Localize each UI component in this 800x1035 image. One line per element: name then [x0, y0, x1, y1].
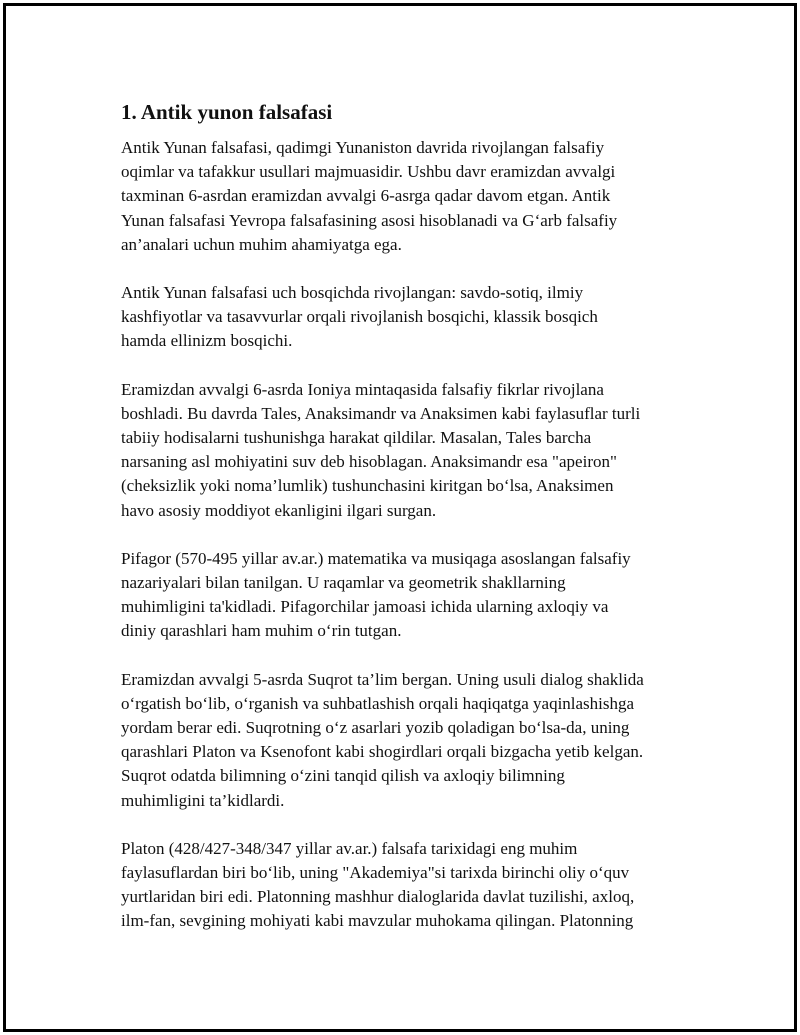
- text-line: boshladi. Bu davrda Tales, Anaksimandr va Anaksimen kabi faylasuflar turli: [121, 403, 641, 423]
- text-line: nazariyalari bilan tanilgan. U raqamlar va geometrik shakllarning: [121, 573, 566, 593]
- text-line: yurtlaridan biri edi. Platonning mashhur dialoglarida davlat tuzilishi, axloq,: [121, 887, 635, 907]
- text-line: Antik Yunan falsafasi, qadimgi Yunaniston davrida rivojlangan falsafiy: [121, 138, 605, 157]
- text-line: tabiiy hodisalarni tushunishga harakat qildilar. Masalan, Tales barcha: [121, 428, 592, 448]
- text-line: havo asosiy moddiyot ekanligini ilgari surgan.: [121, 500, 437, 520]
- text-line: an’analari uchun muhim ahamiyatga ega.: [121, 234, 402, 254]
- text-line: Antik Yunan falsafasi uch bosqichda rivojlangan: savdo-sotiq, ilmiy: [121, 283, 584, 303]
- text-line: Eramizdan avvalgi 6-asrda Ioniya mintaqasida falsafiy fikrlar rivojlana: [121, 379, 604, 399]
- text-line: hamda ellinizm bosqichi.: [121, 331, 293, 351]
- paragraph: [121, 136, 691, 257]
- document-body: [121, 98, 691, 958]
- text-line: Eramizdan avvalgi 5-asrda Suqrot ta’lim bergan. Uning usuli dialog shaklida: [121, 669, 644, 689]
- text-line: faylasuflardan biri bo‘lib, uning "Akademiya"si tarixda birinchi oliy o‘quv: [121, 863, 630, 883]
- text-line: diniy qarashlari ham muhim o‘rin tutgan.: [121, 621, 402, 641]
- section-heading: 1. Antik yunon falsafasi: [121, 100, 333, 124]
- text-line: yordam berar edi. Suqrotning o‘z asarlari yozib qoladigan bo‘lsa-da, uning: [121, 718, 630, 738]
- text-line: oqimlar va tafakkur usullari majmuasidir. Ushbu davr eramizdan avvalgi: [121, 162, 616, 182]
- text-line: taxminan 6-asrdan eramizdan avvalgi 6-asrga qadar davom etgan. Antik: [121, 186, 611, 206]
- text-line: Yunan falsafasi Yevropa falsafasining asosi hisoblanadi va G‘arb falsafiy: [121, 210, 618, 230]
- text-line: muhimligini ta'kidladi. Pifagorchilar jamoasi ichida ularning axloqiy va: [121, 597, 609, 617]
- paragraph: [121, 547, 691, 644]
- paragraph: [121, 668, 691, 813]
- paragraph: [121, 378, 691, 523]
- text-line: muhimligini ta’kidlardi.: [121, 790, 285, 810]
- paragraph: [121, 281, 691, 354]
- text-line: qarashlari Platon va Ksenofont kabi shogirdlari orqali bizgacha yetib kelgan.: [121, 742, 644, 762]
- text-line: Pifagor (570-495 yillar av.ar.) matematika va musiqaga asoslangan falsafiy: [121, 548, 631, 568]
- text-line: o‘rgatish bo‘lib, o‘rganish va suhbatlashish orqali haqiqatga yaqinlashishga: [121, 693, 635, 713]
- text-line: Suqrot odatda bilimning o‘zini tanqid qilish va axloqiy bilimning: [121, 766, 565, 786]
- paragraph: [121, 837, 691, 934]
- text-line: ilm-fan, sevgining mohiyati kabi mavzular muhokama qilingan. Platonning: [121, 911, 634, 931]
- text-line: (cheksizlik yoki noma’lumlik) tushunchasini kiritgan bo‘lsa, Anaksimen: [121, 476, 614, 496]
- text-line: Platon (428/427-348/347 yillar av.ar.) falsafa tarixidagi eng muhim: [121, 838, 578, 858]
- page-border: [3, 3, 797, 1032]
- text-line: kashfiyotlar va tasavvurlar orqali rivojlanish bosqichi, klassik bosqich: [121, 307, 598, 327]
- text-line: narsaning asl mohiyatini suv deb hisoblagan. Anaksimandr esa "apeiron": [121, 452, 617, 472]
